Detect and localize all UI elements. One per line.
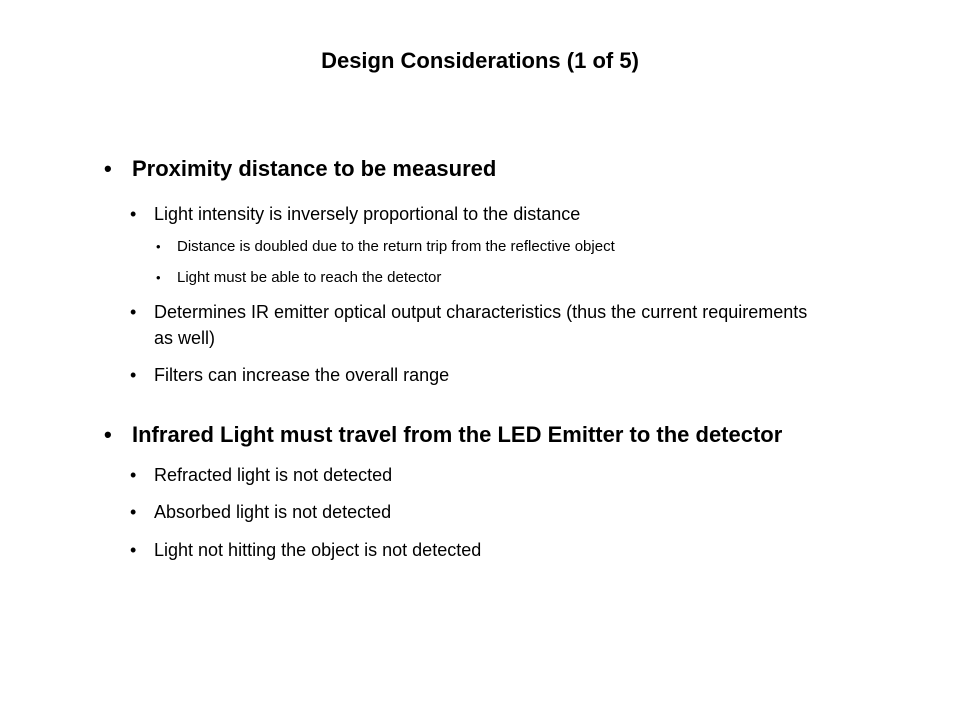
list-item-text: Light not hitting the object is not detected [154,540,482,560]
list-item [130,537,824,563]
bullet-dot: • [130,204,137,224]
section-heading [104,420,824,450]
sub-list-item-text: Distance is doubled due to the return trip from the reflective object [177,238,615,255]
list-item [130,499,824,525]
bullet-dot: • [130,365,137,385]
list-item-text: Light intensity is inversely proportional to the distance [154,204,581,224]
list-item [130,462,824,488]
section-heading-text: Infrared Light must travel from the LED Emitter to the detector [132,422,783,447]
sub-list-item-text: Light must be able to reach the detector [177,269,442,286]
list-item [130,299,824,351]
list-item [130,201,824,227]
bullet-dot: • [130,502,137,522]
bullet-dot: • [156,239,161,254]
bullet-dot: • [156,270,161,285]
list-item-text: Determines IR emitter optical output characteristics (thus the current requirements as well) [154,302,808,348]
slide-title: Design Considerations (1 of 5) [321,48,639,73]
list-item-text: Refracted light is not detected [154,465,393,485]
bullet-dot: • [130,540,137,560]
section-heading-text: Proximity distance to be measured [132,156,497,181]
section-heading [104,154,824,184]
list-item [130,362,824,388]
sub-list-item [156,236,824,258]
bullet-dot: • [130,302,137,322]
slide-content [104,154,824,563]
sub-list-item [156,267,824,289]
bullet-dot: • [104,422,112,447]
bullet-dot: • [104,156,112,181]
list-item-text: Filters can increase the overall range [154,365,450,385]
bullet-dot: • [130,465,137,485]
list-item-text: Absorbed light is not detected [154,502,392,522]
